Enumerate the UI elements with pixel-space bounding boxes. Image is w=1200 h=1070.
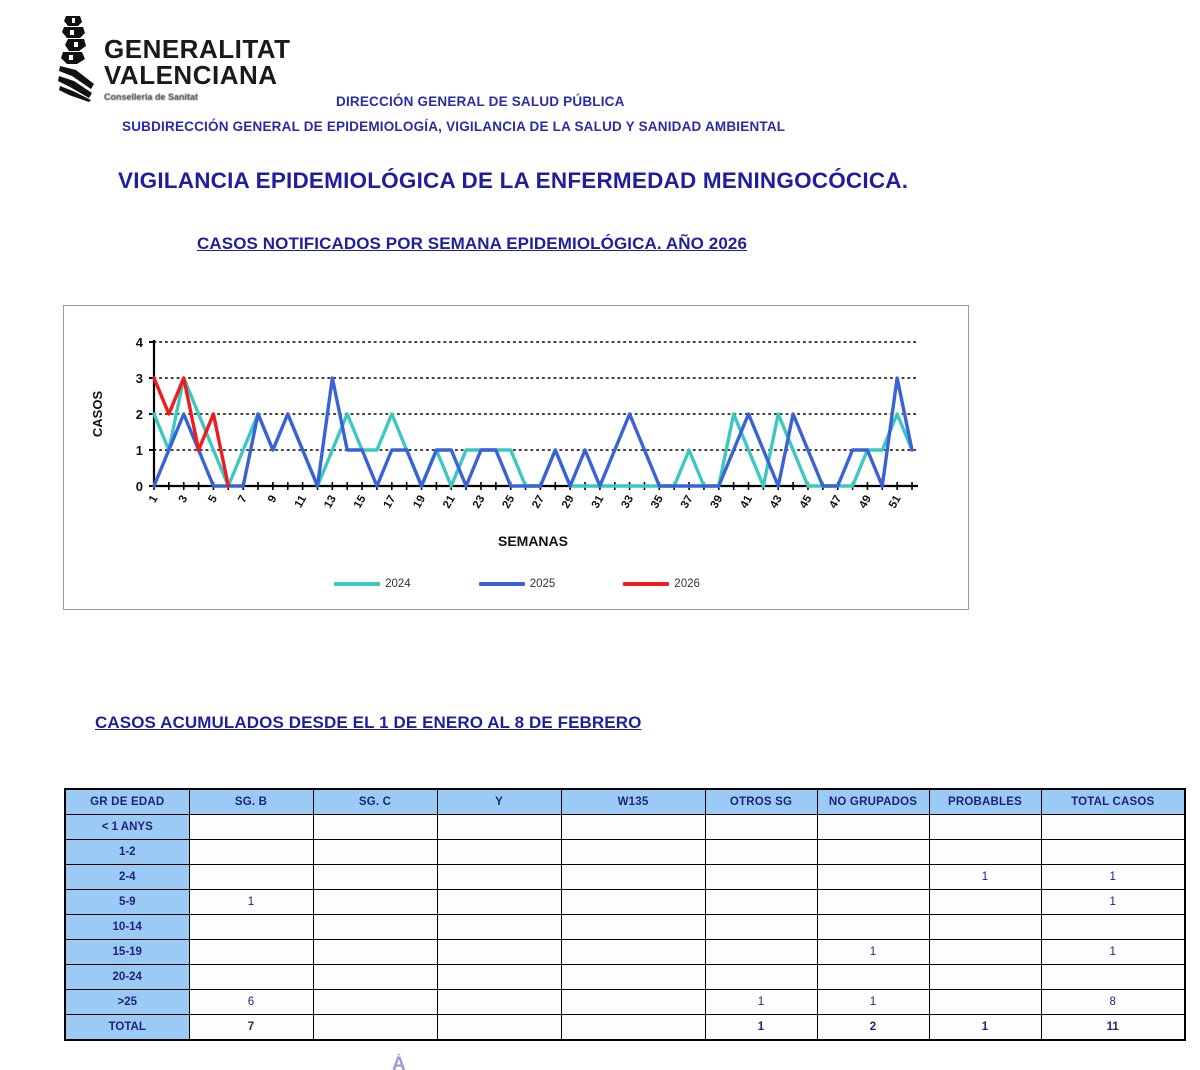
table-cell <box>437 840 561 865</box>
table-cell <box>561 940 705 965</box>
table-row-header: TOTAL <box>65 1015 189 1041</box>
svg-text:45: 45 <box>797 493 815 511</box>
table-row <box>65 865 1185 890</box>
svg-text:2: 2 <box>135 407 143 422</box>
table-cell <box>1041 815 1185 840</box>
table-cell <box>929 815 1041 840</box>
table-cell <box>817 890 929 915</box>
table-column-header-1: SG. B <box>189 789 313 815</box>
svg-text:13: 13 <box>322 493 339 511</box>
table-cell <box>705 890 817 915</box>
table-row <box>65 890 1185 915</box>
svg-text:0: 0 <box>135 479 143 494</box>
table-cell <box>437 865 561 890</box>
legend-swatch-2026 <box>623 582 669 586</box>
table-cell <box>561 915 705 940</box>
table-column-header-2: SG. C <box>313 789 437 815</box>
table-cell <box>561 990 705 1015</box>
table-row <box>65 915 1185 940</box>
table-row <box>65 990 1185 1015</box>
table-cell <box>437 815 561 840</box>
table-cell <box>561 815 705 840</box>
legend-label-2026: 2026 <box>674 578 700 590</box>
svg-text:35: 35 <box>649 493 666 511</box>
table-cell <box>705 840 817 865</box>
document-header <box>0 0 1200 150</box>
table-cell: 1 <box>817 940 929 965</box>
legend-item-2024 <box>334 578 411 590</box>
table-row <box>65 940 1185 965</box>
table-cell <box>705 815 817 840</box>
svg-text:31: 31 <box>589 493 607 511</box>
table-cell: 1 <box>929 865 1041 890</box>
table-row-header: 1-2 <box>65 840 189 865</box>
table-cell <box>561 865 705 890</box>
table-cell: 6 <box>189 990 313 1015</box>
svg-text:19: 19 <box>411 493 429 511</box>
table-row-header: 5-9 <box>65 890 189 915</box>
logo-line-2: VALENCIANA <box>104 60 278 90</box>
svg-text:33: 33 <box>619 493 637 511</box>
table-cell: 1 <box>705 1015 817 1041</box>
table-cell <box>817 915 929 940</box>
svg-text:1: 1 <box>147 493 161 506</box>
svg-text:27: 27 <box>530 493 548 511</box>
chart-y-axis-label: CASOS <box>90 390 105 438</box>
table-row-header: 20-24 <box>65 965 189 990</box>
logo-wordmark <box>104 36 354 88</box>
table-row-header: < 1 ANYS <box>65 815 189 840</box>
table-cell <box>929 840 1041 865</box>
table-cell <box>313 940 437 965</box>
table-cell: 2 <box>817 1015 929 1041</box>
svg-text:3: 3 <box>176 493 191 506</box>
table-cell <box>437 1015 561 1041</box>
svg-text:9: 9 <box>265 493 280 506</box>
table-cell <box>1041 965 1185 990</box>
table-cell <box>705 865 817 890</box>
chart-y-tick-labels <box>136 335 154 494</box>
table-row-header: 10-14 <box>65 915 189 940</box>
table-cell <box>561 965 705 990</box>
table-cell <box>561 890 705 915</box>
table-column-header-7: PROBABLES <box>929 789 1041 815</box>
svg-text:1: 1 <box>135 443 143 458</box>
svg-text:4: 4 <box>135 335 143 350</box>
svg-text:37: 37 <box>678 493 696 511</box>
table-column-header-5: OTROS SG <box>705 789 817 815</box>
table-cell <box>189 815 313 840</box>
table-column-header-6: NO GRUPADOS <box>817 789 929 815</box>
table-cell: 11 <box>1041 1015 1185 1041</box>
table-cell <box>561 1015 705 1041</box>
table-cell <box>705 940 817 965</box>
table-cell <box>313 965 437 990</box>
table-row <box>65 815 1185 840</box>
table-cell <box>437 915 561 940</box>
table-cell <box>313 865 437 890</box>
chart-gridlines <box>154 342 918 450</box>
department-line-2: SUBDIRECCIÓN GENERAL DE EPIDEMIOLOGÍA, VIGILANCIA DE LA SALUD Y SANIDAD AMBIENTAL <box>122 119 786 134</box>
table-cell <box>1041 915 1185 940</box>
legend-swatch-2024 <box>334 582 380 586</box>
table-cell <box>561 840 705 865</box>
table-cell <box>705 915 817 940</box>
table-cell <box>189 915 313 940</box>
table-cell: 1 <box>1041 940 1185 965</box>
table-cell: 1 <box>929 1015 1041 1041</box>
page-title: VIGILANCIA EPIDEMIOLÓGICA DE LA ENFERMEDAD MENINGOCÓCICA. <box>118 168 909 193</box>
table-cell: 1 <box>189 890 313 915</box>
chart-x-axis-label: SEMANAS <box>497 533 569 549</box>
table-cell <box>189 965 313 990</box>
logo-subtitle: Conselleria de Sanitat <box>104 92 199 102</box>
table-row-header: 15-19 <box>65 940 189 965</box>
svg-text:47: 47 <box>827 493 845 511</box>
table-cell <box>313 890 437 915</box>
table-column-header-4: W135 <box>561 789 705 815</box>
svg-text:7: 7 <box>236 493 250 506</box>
table-cell <box>929 965 1041 990</box>
logo-line-1: GENERALITAT <box>104 34 291 64</box>
table-body <box>65 815 1185 1041</box>
svg-text:17: 17 <box>381 493 399 511</box>
table-cell <box>437 990 561 1015</box>
chart-x-tick-labels <box>147 493 904 511</box>
table-cell <box>313 815 437 840</box>
table-cell <box>313 1015 437 1041</box>
table-cell <box>313 840 437 865</box>
table-cell <box>929 915 1041 940</box>
institution-logo <box>58 14 358 106</box>
legend-label-2025: 2025 <box>529 578 556 590</box>
table-cell <box>189 865 313 890</box>
svg-text:49: 49 <box>857 493 875 511</box>
table-row <box>65 1015 1185 1041</box>
weekly-cases-line-chart <box>64 306 967 608</box>
chart-series-lines <box>154 378 912 486</box>
table-row <box>65 965 1185 990</box>
table-row <box>65 840 1185 865</box>
svg-text:23: 23 <box>470 493 488 511</box>
table-cell: 8 <box>1041 990 1185 1015</box>
table-cell <box>817 815 929 840</box>
table-cell: 7 <box>189 1015 313 1041</box>
table-header-row <box>65 789 1185 815</box>
table-cell: 1 <box>1041 890 1185 915</box>
table-cell <box>313 915 437 940</box>
chart-container <box>63 305 969 610</box>
svg-text:25: 25 <box>500 493 518 511</box>
table-cell <box>437 890 561 915</box>
table-cell: 1 <box>705 990 817 1015</box>
table-column-header-3: Y <box>437 789 561 815</box>
table-cell <box>817 865 929 890</box>
legend-label-2024: 2024 <box>385 578 411 590</box>
svg-text:15: 15 <box>351 493 369 511</box>
table-cell <box>929 940 1041 965</box>
table-cell <box>817 840 929 865</box>
table-cell <box>1041 840 1185 865</box>
table-section-title: CASOS ACUMULADOS DESDE EL 1 DE ENERO AL 8 DE FEBRERO <box>95 713 642 732</box>
table-cell <box>817 965 929 990</box>
table-cell <box>929 890 1041 915</box>
generalitat-valenciana-coat-of-arms-icon <box>58 14 98 102</box>
svg-text:29: 29 <box>559 493 577 511</box>
table-column-header-8: TOTAL CASOS <box>1041 789 1185 815</box>
legend-swatch-2025 <box>479 582 525 586</box>
table-row-header: >25 <box>65 990 189 1015</box>
svg-text:43: 43 <box>768 493 785 511</box>
table-cell <box>705 965 817 990</box>
table-cell <box>189 840 313 865</box>
cut-off-text-fragment: Á <box>392 1054 406 1070</box>
department-line-1: DIRECCIÓN GENERAL DE SALUD PÚBLICA <box>336 94 625 109</box>
chart-legend <box>64 578 970 590</box>
svg-text:3: 3 <box>135 371 143 386</box>
chart-axes <box>154 340 918 486</box>
table-cell <box>437 965 561 990</box>
table-cell <box>929 990 1041 1015</box>
svg-text:21: 21 <box>441 493 458 511</box>
accumulated-cases-table <box>64 788 1186 1041</box>
svg-text:11: 11 <box>292 493 310 511</box>
table-cell: 1 <box>817 990 929 1015</box>
table-cell <box>313 990 437 1015</box>
table-column-header-0: GR DE EDAD <box>65 789 189 815</box>
table-row-header: 2-4 <box>65 865 189 890</box>
legend-item-2026 <box>623 578 700 590</box>
svg-text:5: 5 <box>206 493 221 506</box>
table-cell: 1 <box>1041 865 1185 890</box>
svg-text:51: 51 <box>886 493 904 511</box>
legend-item-2025 <box>479 578 556 590</box>
svg-text:41: 41 <box>738 493 756 511</box>
table-cell <box>189 940 313 965</box>
svg-text:39: 39 <box>708 493 726 511</box>
table-cell <box>437 940 561 965</box>
chart-section-title: CASOS NOTIFICADOS POR SEMANA EPIDEMIOLÓGICA. AÑO 2026 <box>197 234 747 253</box>
